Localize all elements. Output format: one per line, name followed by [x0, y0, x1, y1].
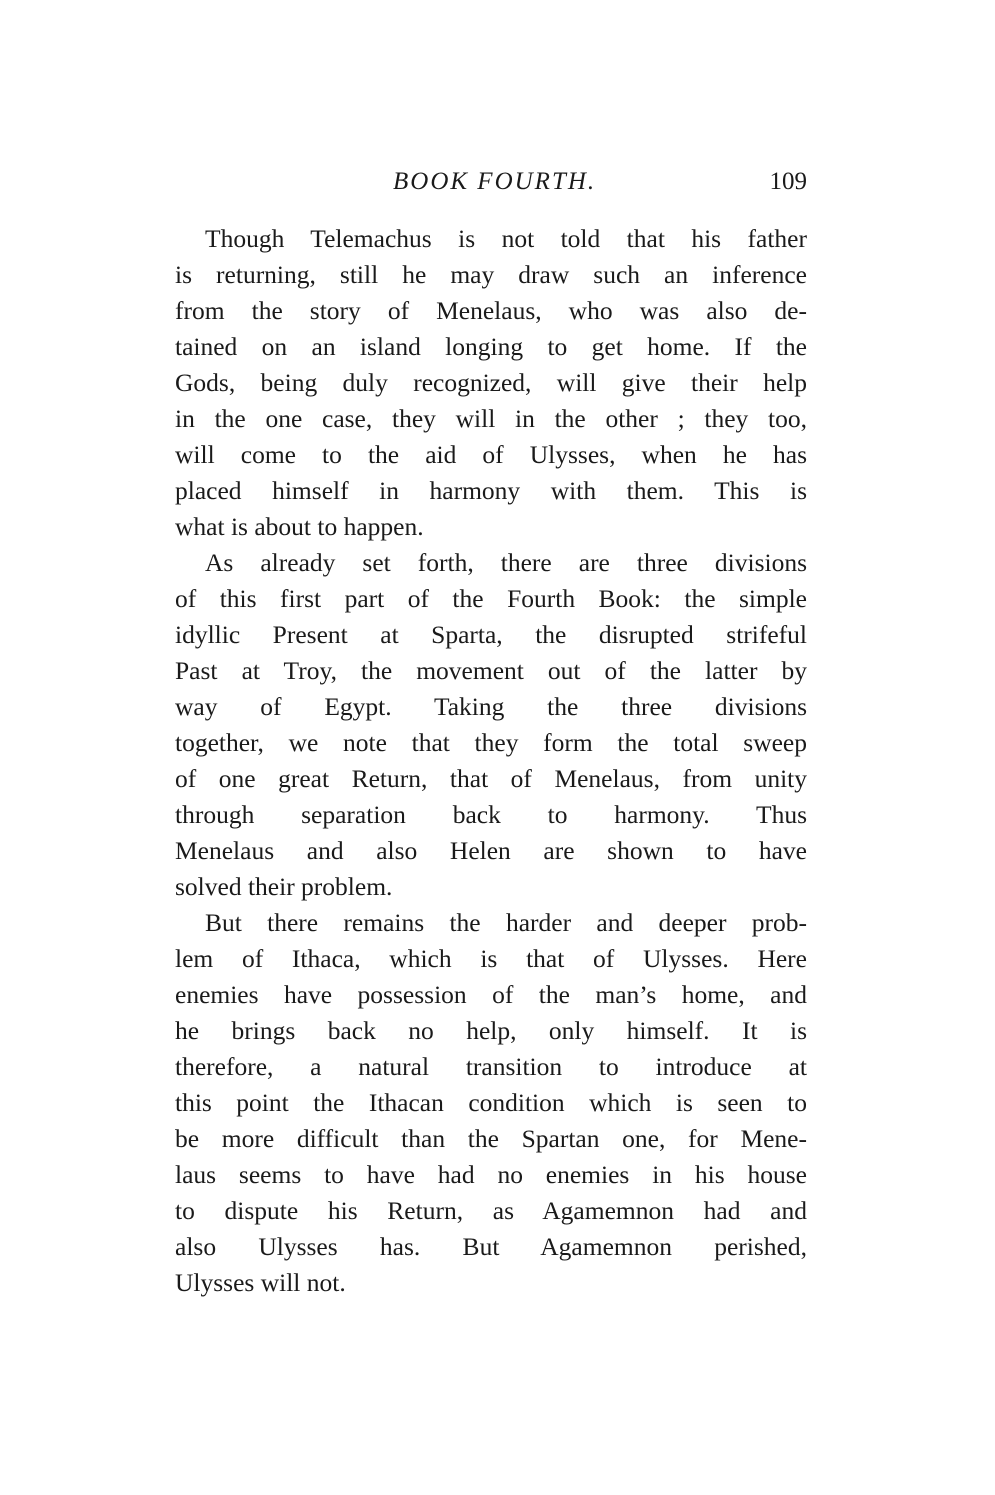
text-line: together, we note that they form the total sweep [175, 728, 807, 757]
text-line: lem of Ithaca, which is that of Ulysses. Here [175, 944, 807, 973]
text-line: of this first part of the Fourth Book: the simple [175, 584, 807, 613]
text-line: what is about to happen. [175, 512, 424, 541]
text-line: idyllic Present at Sparta, the disrupted strifeful [175, 620, 807, 649]
body-text [175, 221, 807, 1301]
text-line: of one great Return, that of Menelaus, from unity [175, 764, 807, 793]
text-line: Past at Troy, the movement out of the latter by [175, 656, 807, 685]
text-line: he brings back no help, only himself. It is [175, 1016, 807, 1045]
running-title: BOOK FOURTH. [393, 168, 597, 195]
text-line: way of Egypt. Taking the three divisions [175, 692, 807, 721]
page-number: 109 [769, 168, 807, 195]
text-line: solved their problem. [175, 872, 393, 901]
page-header [175, 168, 807, 202]
text-line: But there remains the harder and deeper prob- [205, 908, 807, 937]
text-line: therefore, a natural transition to introduce at [175, 1052, 807, 1081]
text-line: tained on an island longing to get home. If the [175, 332, 807, 361]
text-line: is returning, still he may draw such an inference [175, 260, 807, 289]
text-line: As already set forth, there are three divisions [205, 548, 807, 577]
text-line: through separation back to harmony. Thus [175, 800, 807, 829]
text-line: enemies have possession of the man’s home, and [175, 980, 807, 1009]
text-line: Gods, being duly recognized, will give their help [175, 368, 807, 397]
text-line: Menelaus and also Helen are shown to have [175, 836, 807, 865]
text-line: Though Telemachus is not told that his father [205, 224, 807, 253]
text-line: to dispute his Return, as Agamemnon had and [175, 1196, 807, 1225]
text-line: will come to the aid of Ulysses, when he has [175, 440, 807, 469]
paragraph-3 [175, 905, 807, 1301]
text-line: placed himself in harmony with them. This is [175, 476, 807, 505]
paragraph-1 [175, 221, 807, 545]
text-line: be more difficult than the Spartan one, for Mene- [175, 1124, 807, 1153]
paragraph-2 [175, 545, 807, 905]
text-line: in the one case, they will in the other ; they too, [175, 404, 807, 433]
text-line: also Ulysses has. But Agamemnon perished, [175, 1232, 807, 1261]
text-line: Ulysses will not. [175, 1268, 346, 1297]
text-line: this point the Ithacan condition which is seen to [175, 1088, 807, 1117]
text-line: laus seems to have had no enemies in his house [175, 1160, 807, 1189]
text-line: from the story of Menelaus, who was also de- [175, 296, 807, 325]
